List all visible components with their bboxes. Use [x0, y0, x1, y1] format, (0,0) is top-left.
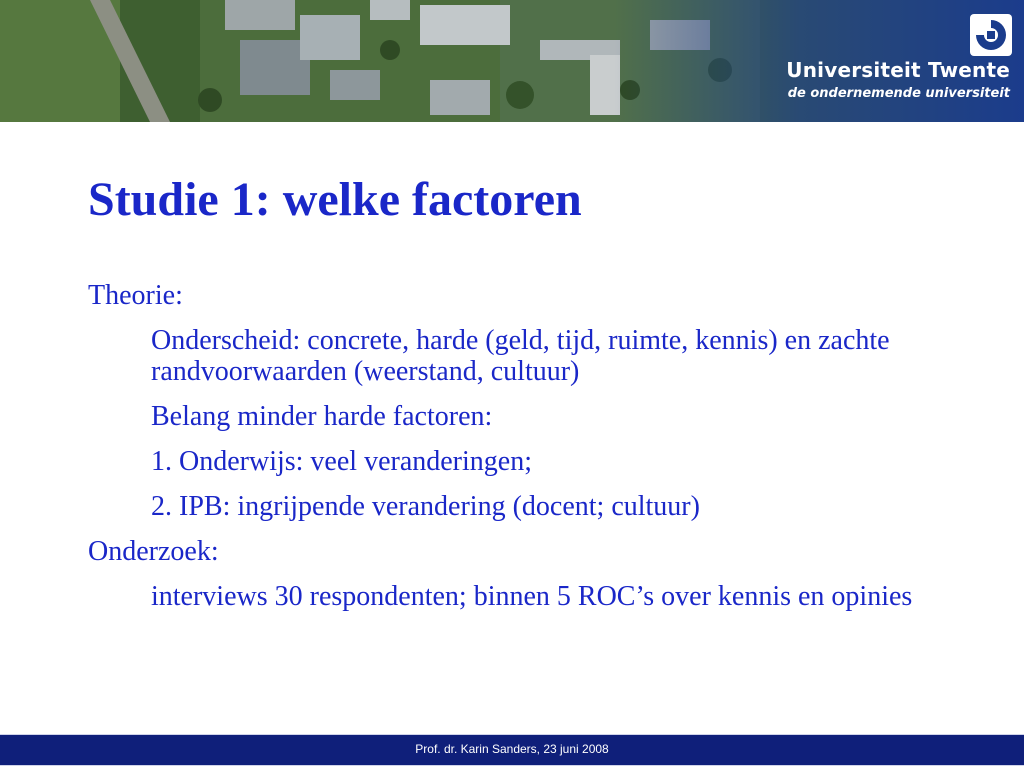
footer-bar	[0, 734, 1024, 766]
footer-text: Prof. dr. Karin Sanders, 23 juni 2008	[415, 742, 609, 756]
bullet-belang: Belang minder harde factoren:	[151, 401, 493, 432]
university-slogan: de ondernemende universiteit	[787, 86, 1010, 101]
section-heading-onderzoek: Onderzoek:	[88, 536, 219, 567]
header-banner	[0, 0, 1024, 122]
slide-title: Studie 1: welke factoren	[88, 173, 582, 226]
ut-logo-icon	[970, 14, 1012, 56]
bullet-ipb: 2. IPB: ingrijpende verandering (docent; cultuur)	[151, 491, 700, 522]
bullet-interviews: interviews 30 respondenten; binnen 5 ROC’s over kennis en opinies	[151, 581, 913, 612]
section-heading-theorie: Theorie:	[88, 280, 183, 311]
bullet-onderwijs: 1. Onderwijs: veel veranderingen;	[151, 446, 532, 477]
university-logo	[784, 0, 1024, 122]
slide-body	[88, 280, 968, 626]
bullet-onderscheid: Onderscheid: concrete, harde (geld, tijd, ruimte, kennis) en zachte randvoorwaarden (weerstand, cultuur)	[151, 325, 890, 387]
university-name: Universiteit Twente	[786, 58, 1010, 82]
